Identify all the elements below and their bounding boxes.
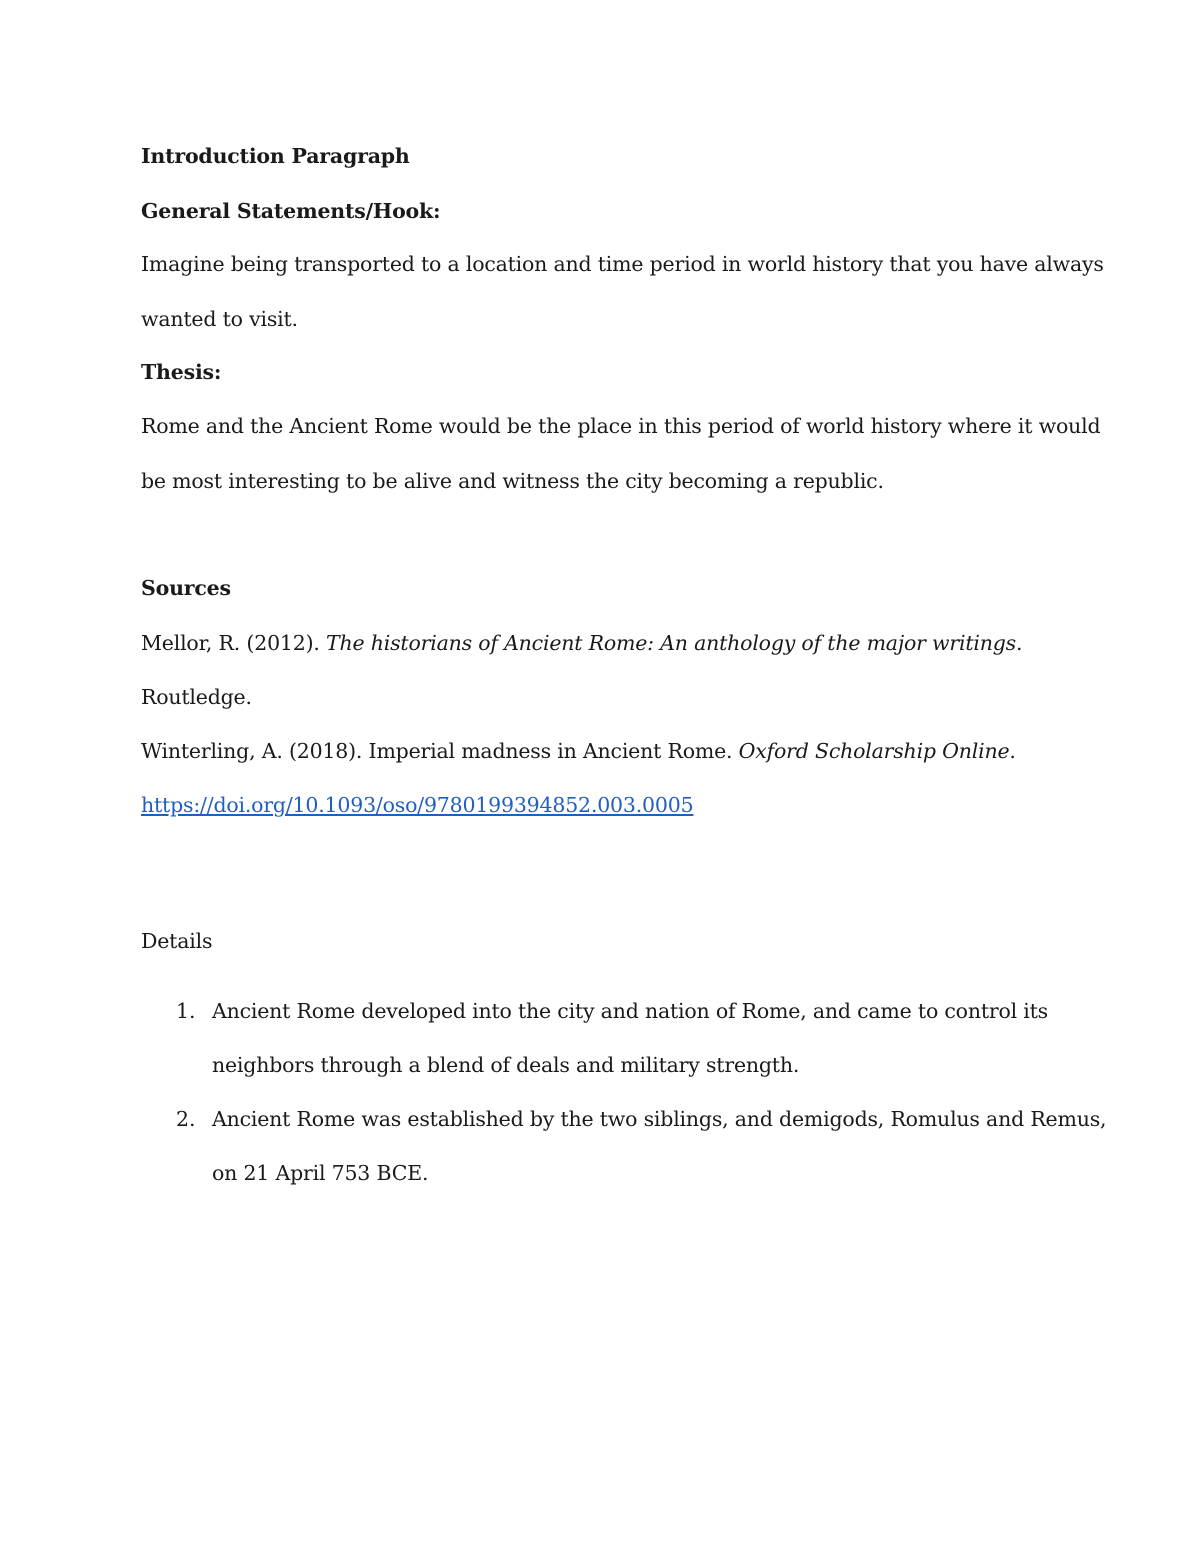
sources-heading: Sources bbox=[141, 576, 231, 600]
list-item-2-line-2: on 21 April 753 BCE. bbox=[212, 1161, 429, 1185]
list-item-1-line-2: neighbors through a blend of deals and military strength. bbox=[212, 1053, 800, 1077]
thesis-label: Thesis: bbox=[141, 360, 222, 384]
hook-text-line-2: wanted to visit. bbox=[141, 307, 298, 331]
reference-2-period: . bbox=[1009, 739, 1016, 763]
thesis-text-line-2: be most interesting to be alive and witness the city becoming a republic. bbox=[141, 469, 884, 493]
list-item-1-number: 1. bbox=[176, 999, 196, 1023]
reference-2-link-line bbox=[141, 791, 693, 819]
list-item-2-line-1: Ancient Rome was established by the two siblings, and demigods, Romulus and Remus, bbox=[212, 1107, 1107, 1131]
details-heading: Details bbox=[141, 929, 213, 953]
list-item-2-number: 2. bbox=[176, 1107, 196, 1131]
reference-1-title: The historians of Ancient Rome: An anthology of the major writings bbox=[326, 631, 1016, 655]
list-item-1-line-1: Ancient Rome developed into the city and nation of Rome, and came to control its bbox=[212, 999, 1048, 1023]
intro-heading: Introduction Paragraph bbox=[141, 144, 410, 168]
reference-2-authors: Winterling, A. (2018). Imperial madness in Ancient Rome. bbox=[141, 739, 739, 763]
reference-2 bbox=[141, 737, 1016, 765]
doi-link[interactable]: https://doi.org/10.1093/oso/9780199394852.003.0005 bbox=[141, 793, 694, 817]
reference-2-journal: Oxford Scholarship Online bbox=[738, 739, 1010, 763]
reference-1-period: . bbox=[1016, 631, 1023, 655]
hook-label: General Statements/Hook: bbox=[141, 199, 441, 223]
hook-text-line-1: Imagine being transported to a location and time period in world history that you have always bbox=[141, 252, 1104, 276]
reference-1-authors: Mellor, R. (2012). bbox=[141, 631, 327, 655]
thesis-text-line-1: Rome and the Ancient Rome would be the place in this period of world history where it would bbox=[141, 414, 1101, 438]
reference-1-publisher: Routledge. bbox=[141, 685, 252, 709]
reference-1 bbox=[141, 629, 1022, 657]
